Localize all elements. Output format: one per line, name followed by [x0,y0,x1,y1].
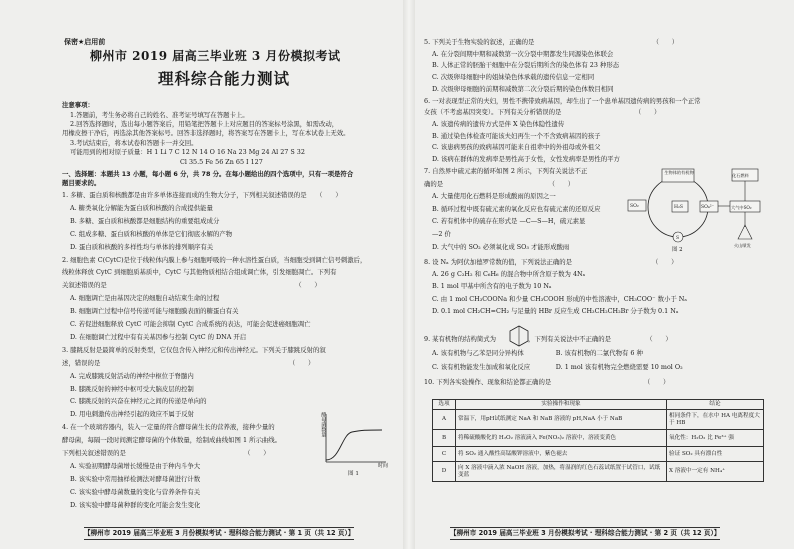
question-line: C. 膝跳反射的兴奋在神经元之间的传递是单向的 [70,397,207,406]
fig2-node-fossil: 化石燃料 [732,173,749,178]
table-cell: X 溶液中一定有 NH₄⁺ [667,462,764,482]
page-footer-2: 【柳州市 2019 届高三毕业班 3 月份模拟考试 · 理科综合能力测试 · 第 2 页（共 12 页）】 [450,527,720,540]
question-line: C. 该有机物能发生加成和氧化反应 D. 1 mol 该有机物完全燃烧需要 10 mol O₂ [432,363,683,372]
question-line: C. 由 1 mol CH₃COONa 和少量 CH₃COOH 形成的中性溶液中，CH₃COO⁻ 数小于 Nₐ [432,294,687,303]
table-row [433,447,764,462]
question-line: A. 在分裂间期中期和减数第一次分裂中期都发生同源染色体联会 [432,49,614,58]
exam-subject-title: 理科综合能力测试 [158,69,291,88]
question-line: 3. 膝跳反射是最简单的反射类型，它仅包含传入神经元和传出神经元。下列关于膝跳反射的叙 [62,345,326,354]
question-line: B. 循环过程中既有硫元素的氧化反应也有硫元素的还原反应 [432,204,601,213]
question-line: A. 细胞调亡是由基因决定的细胞自动结束生命的过程 [70,294,220,303]
fig2-node-organic: 生物体的有机物 [664,170,694,175]
question-line: 10. 下列各实验操作、现象和结论都正确的是 （ ） [424,377,670,386]
fig2-node-so2: SO₂ [630,204,639,209]
fig2-node-volcano: 火山喷发 [734,243,751,248]
table-cell: 将 SO₂ 通入酸性高锰酸钾溶液中，紫色褪去 [456,447,667,462]
question-line: 7. 自然界中硫元素的循环如图 2 所示，下列有关说法不正 [424,167,588,175]
table-row [433,462,764,482]
experiment-table [432,399,764,482]
question-line: A. 该有机物与乙苯是同分异构体 B. 该有机物的二氯代物有 6 种 [432,349,643,358]
fig2-node-atm-so2: 大气中SO₂ [731,205,752,210]
atomic-mass-line: 可能用到的相对原子质量：H 1 Li 7 C 12 N 14 O 16 Na 23 Mg 24 Al 27 S 32 [70,148,305,156]
fig1-x-label: 时间 [378,463,389,469]
question-line: D. 该实验中酵母菌种群的变化可能会发生变化 [70,500,201,509]
q9-molecule-structure [506,323,532,349]
table-cell: 常温下，用pH试纸测定 NaA 和 NaB 溶液的 pH,NaA 小于 NaB [456,410,667,430]
question-line: C. 若促进细胞释放 CytC 可能会抑制 CytC 合成系统的表达，可能会促进癌细胞凋亡 [70,320,311,328]
question-line: 关叙述错误的是 （ ） [62,281,321,290]
question-line: D. 0.1 mol CH₂CH=CH₂ 与足量的 HBr 反应生成 CH₃CH₂CH₂Br 分子数为 0.1 Nₐ [432,306,679,315]
question-line: B. 多糖、蛋白质和核酸都是细胞结构的重要组成成分 [70,216,220,225]
table-header-cell: 结论 [667,400,764,410]
table-cell: 氧化性：H₂O₂ 比 Fe³⁺ 强 [667,430,764,447]
table-header-row [433,400,764,410]
question-line: 述，错误的是 （ ） [62,358,315,367]
fig2-node-so4: SO₄²⁻ [701,205,715,210]
page-fold [403,0,415,549]
table-cell: 向 X 溶液中滴入浓 NaOH 溶液，加热，将湿润的红色石蕊试纸置于试管口，试纸变蓝 [456,462,667,482]
question-line: B. 1 mol 甲基中所含有的电子数为 10 Nₐ [432,282,552,291]
table-cell: 将稀硫酸酸化的 H₂O₂ 溶液滴入 Fe(NO₃)₂ 溶液中，溶液变黄色 [456,430,667,447]
table-cell: A [433,410,456,430]
question-line: A. 大量使用化石燃料是形成酸雨的原因之一 [432,192,556,201]
question-line: C. 次级卵母细胞中的姐妹染色体承载的遗传信息一定相同 [432,73,595,82]
question-line: D. 用电刺激传出神经引起的效应不属于反射 [70,410,194,419]
question-line: A. 该遗传病的遗传方式是伴 X 染色体隐性遗传 [432,119,565,128]
exam-title: 柳州市 2019 届高三毕业班 3 月份模拟考试 [90,49,341,63]
question-line: C. 若有机体中的硫存在形式是 —C—S—H，硫元素显 [432,217,586,226]
question-line: A. 糖类氧化分解能为蛋白质和核酸的合成提供能量 [70,203,213,212]
question-line: A. 完成膝跳反射活动的神经中枢位于脊髓内 [70,371,194,380]
question-line: 线粒体释放 CytC 到细胞质基质中，CytC 与其他物质相结合组成调亡体，引发细胞凋亡。下列有 [62,268,337,277]
table-cell: D [433,462,456,482]
notes-heading: 注意事项： [62,101,94,109]
question-line: C. 组成多糖、蛋白质和核酸的单体是它们彻底水解的产物 [70,229,233,238]
question-line: B. 通过染色体检查可能该夫妇再生一个不含致病基因的孩子 [432,131,601,140]
atomic-mass-line: Cl 35.5 Fe 56 Zn 65 I 127 [180,158,263,166]
note-line: 2.回答选择题时，选出每小题答案后，用铅笔把答题卡上对应题目的答案标号涂黑，如需改动， [70,120,339,128]
question-line: B. 细胞调亡过程中信号传递可能与细胞膜表面的糖蛋白有关 [70,307,239,316]
note-line: 用橡皮擦干净后，再选涂其他答案标号。回答非选择题时，将答案写在答题卡上，写在本试卷上无效。 [62,129,350,137]
question-line: C. 该患病男孩的致病基因可能来自祖辈中的外祖母或外祖父 [432,143,601,152]
question-line: D. 蛋白质和核酸的多样性均与单体的排列顺序有关 [70,242,214,251]
table-row [433,430,764,447]
question-line: 酵母菌，每隔一段时间测定酵母菌的个体数量，绘制成曲线如图 1 所示曲线。 [62,436,282,445]
left-page [62,0,394,549]
question-line: B. 人体正常的胚胎干细胞中在分裂后期所含的染色体有 23 种形态 [432,61,620,70]
fig2-volcano-icon [738,225,752,239]
question-line: 确的是 （ ） [424,179,575,188]
fig2-node-s: S [676,236,680,241]
table-header-cell: 实验操作和现象 [456,400,667,410]
question-line: —2 价 [432,230,451,238]
question-line: D. 该病在群体的发病率是男性高于女性，女性发病率是男性的平方 [432,155,620,163]
fig1-y-label: 酵母菌数量 [320,412,327,437]
question-line: 1. 多糖、蛋白质和核酸都是由许多单体连接而成的生物大分子，下列相关叙述错误的是 （ ） [62,191,342,199]
page-footer-1: 【柳州市 2019 届高三毕业班 3 月份模拟考试 · 理科综合能力测试 · 第 1 页（共 12 页）】 [84,527,354,540]
table-header-cell: 选项 [433,400,456,410]
note-line: 3.考试结束后，将本试卷和答题卡一并交回。 [70,139,198,147]
question-line: 8. 设 Nₐ 为阿伏加德罗常数的值，下列说法正确的是 （ ） [424,258,678,266]
question-line: C. 该实验中酵母菌数量的变化与营养条件有关 [70,487,201,496]
right-page [424,0,766,549]
question-line: D. 在细胞调亡过程中有有关基因参与控制 CytC 的 DNA 开启 [70,332,247,341]
question-line: 女孩（不考虑基因突变）。下列有关分析错误的是 （ ） [424,108,661,117]
table-cell: 验证 SO₂ 具有漂白性 [667,447,764,462]
table-cell: C [433,447,456,462]
question-line: A. 26 g C₂H₂ 和 C₆H₆ 的混合物中所含原子数为 4Nₐ [432,270,586,279]
question-line: B. 该实验中常用抽样检测法对酵母菌进行计数 [70,474,201,483]
question-line: 6. 一对表现型正常的夫妇，男性不携带致病基因，却生出了一个患单基因遗传病的男孩和一个正常 [424,96,701,105]
table-row [433,410,764,430]
question-line: 5. 下列关于生物实验的叙述，正确的是 （ ） [424,38,679,46]
question-line: 4. 在一个玻璃容器内，装入一定量的符合酵母菌生长的营养液，接种少量的 [62,423,275,432]
question-line: 9. 某有机物的结构简式为 ，下列有关说法中不正确的是 （ ） [424,335,672,343]
fig2-caption: 图 2 [672,247,683,253]
fig1-curve [326,430,382,460]
question-line: 2. 细胞色素 C(CytC)是位于线粒体内膜上参与细胞呼吸的一种水溶性蛋白质，当细胞受到调亡信号刺激后， [62,255,367,264]
question-line: D. 次级卵母细胞的前期和减数第二次分裂后期的染色体数目相同 [432,84,614,93]
fig2-node-h2s: H₂S [674,205,683,210]
table-cell: B [433,430,456,447]
table-cell: 相同条件下，在水中 HA 电离程度大于 HB [667,410,764,430]
question-line: B. 膝跳反射的神经中枢可受大脑皮层的控制 [70,384,194,393]
note-line: 1.答题前，考生务必将自己的姓名、准考证号填写在答题卡上。 [70,111,249,119]
question-line: A. 实验初期酵母菌增长缓慢是由于种内斗争大 [70,461,201,470]
question-line: 下列相关叙述错误的是 （ ） [62,449,270,457]
question-line: D. 大气中的 SO₂ 必须氧化成 SO₃ 才能形成酸雨 [432,242,570,251]
confidential-mark: 保密★启用前 [64,38,106,46]
section-heading: 题目要求的。 [62,179,101,187]
fig1-caption: 图 1 [348,471,359,477]
section-heading: 一、选择题：本题共 13 小题，每小题 6 分，共 78 分。在每小题给出的四个选项中，只有一项是符合 [62,170,354,178]
